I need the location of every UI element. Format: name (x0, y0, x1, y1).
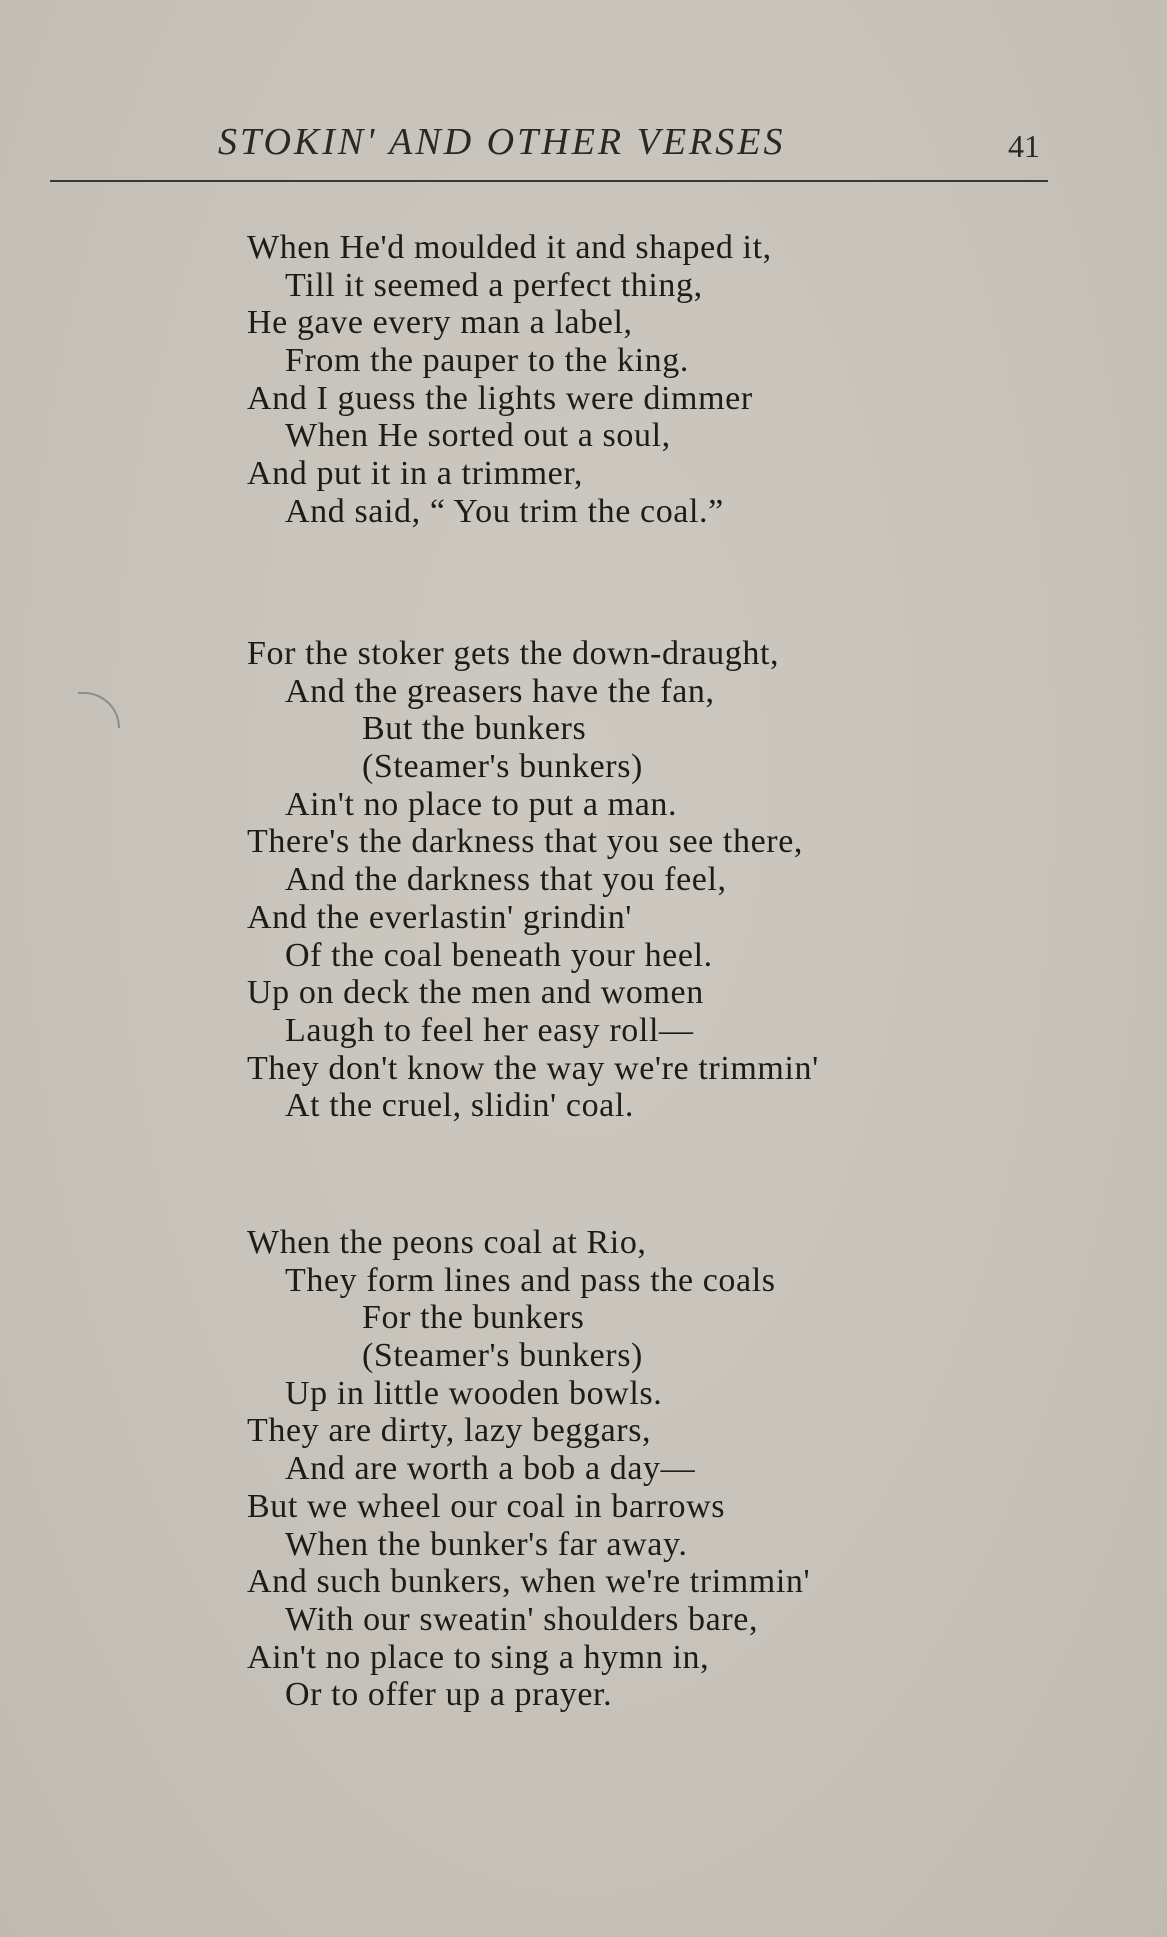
poem-line: For the stoker gets the down-draught, (247, 635, 780, 672)
poem-line: Till it seemed a perfect thing, (285, 266, 703, 304)
page-number: 41 (1008, 128, 1040, 164)
poem-line: There's the darkness that you see there, (247, 823, 803, 861)
poem-line: With our sweatin' shoulders bare, (285, 1600, 759, 1638)
poem-line: Ain't no place to sing a hymn in, (247, 1638, 710, 1676)
poem-line: At the cruel, slidin' coal. (285, 1087, 635, 1125)
poem-line: And the darkness that you feel, (285, 861, 727, 899)
poem-line: And the greasers have the fan, (285, 672, 715, 710)
stanza (247, 229, 772, 531)
poem-line: Ain't no place to put a man. (285, 785, 678, 823)
poem-line: Of the coal beneath your heel. (285, 936, 713, 974)
poem-line: Up on deck the men and women (247, 974, 704, 1012)
margin-mark (78, 692, 120, 728)
poem-line: And are worth a bob a day— (285, 1450, 696, 1488)
stanza (247, 1224, 810, 1714)
poem-line: Laugh to feel her easy roll— (285, 1011, 694, 1049)
poem-line: And the everlastin' grindin' (247, 898, 633, 936)
poem-line: Or to offer up a prayer. (285, 1676, 613, 1714)
running-title: STOKIN' AND OTHER VERSES (218, 121, 786, 163)
poem-line: And such bunkers, when we're trimmin' (247, 1563, 811, 1601)
poem-line: But the bunkers (362, 710, 587, 748)
poem-line: (Steamer's bunkers) (362, 1337, 643, 1375)
poem-line: When the bunker's far away. (285, 1525, 688, 1563)
poem-line: And said, “ You trim the coal.” (285, 492, 724, 530)
header-rule (50, 180, 1048, 182)
poem-line: They form lines and pass the coals (285, 1261, 776, 1299)
poem-line: When He sorted out a soul, (285, 417, 671, 455)
poem-line: And I guess the lights were dimmer (247, 379, 753, 417)
poem-line: But we wheel our coal in barrows (247, 1487, 726, 1525)
poem-line: He gave every man a label, (247, 304, 633, 342)
poem-line: When He'd moulded it and shaped it, (247, 229, 772, 266)
poem-line: They are dirty, lazy beggars, (247, 1412, 652, 1450)
stanza (247, 635, 819, 1125)
poem-line: They don't know the way we're trimmin' (247, 1049, 819, 1087)
poem-line: For the bunkers (362, 1299, 585, 1337)
poem-line: When the peons coal at Rio, (247, 1224, 647, 1261)
poem-line: And put it in a trimmer, (247, 455, 583, 493)
poem-line: (Steamer's bunkers) (362, 748, 643, 786)
poem-line: From the pauper to the king. (285, 342, 689, 380)
poem-line: Up in little wooden bowls. (285, 1374, 663, 1412)
